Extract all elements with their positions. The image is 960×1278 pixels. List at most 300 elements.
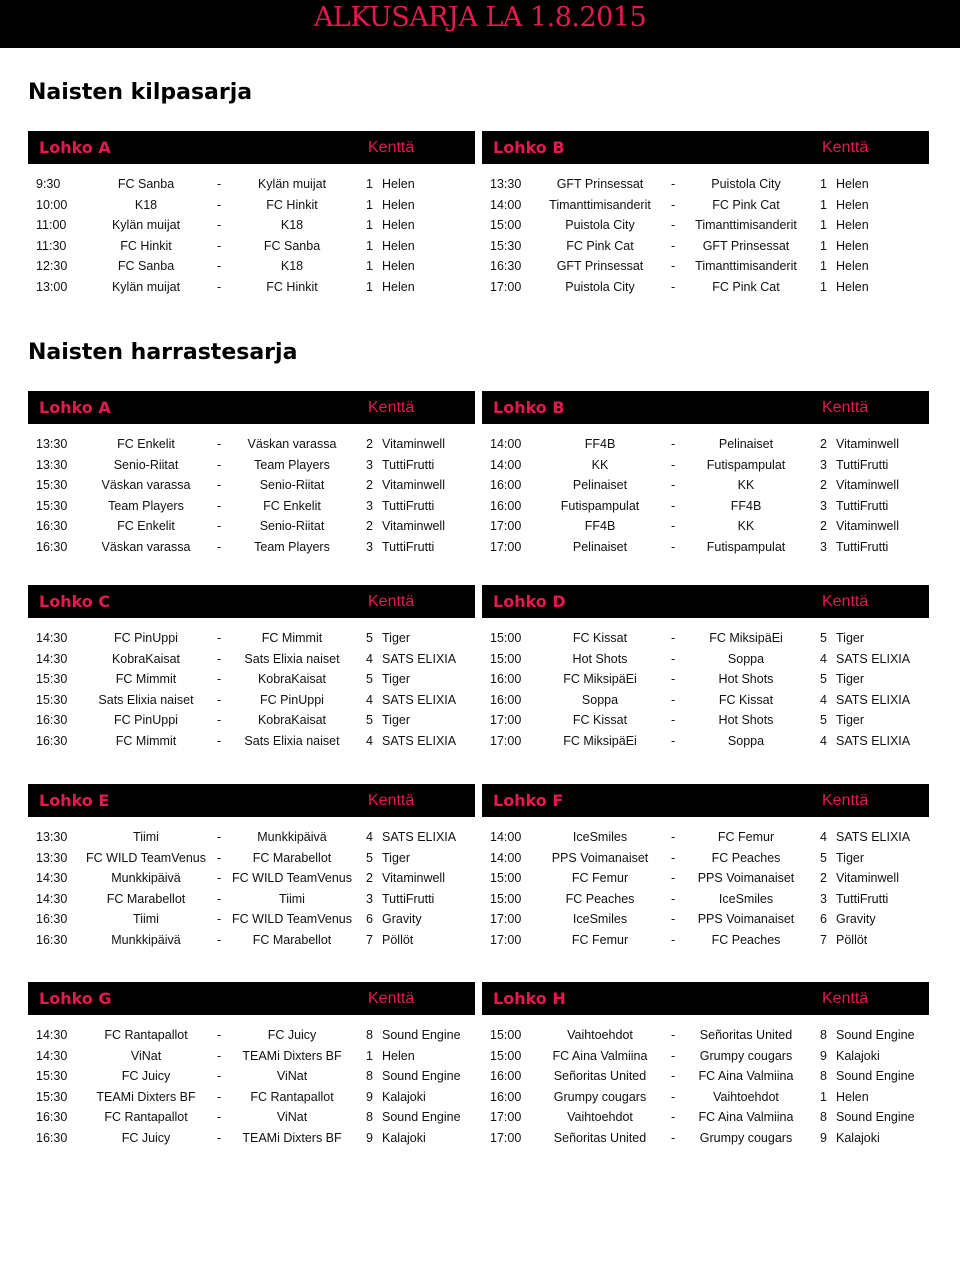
field-name: Vitaminwell [382, 437, 445, 451]
field-number: 1 [820, 259, 827, 274]
group-header [482, 585, 929, 618]
home-team: PPS Voimanaiset [551, 850, 649, 865]
field-name: TuttiFrutti [382, 891, 435, 906]
group-header [482, 391, 929, 424]
away-team: K18 [280, 259, 304, 274]
group-lohko-f [482, 784, 929, 951]
match-time: 17:00 [490, 1130, 522, 1145]
home-team: Grumpy cougars [553, 1089, 647, 1104]
field-number: 1 [820, 218, 827, 233]
home-team: Futispampulat [560, 498, 640, 513]
match-time: 14:30 [36, 891, 68, 906]
group-lohko-e [28, 784, 475, 951]
match-row [28, 889, 475, 910]
home-team: FC Kissat [572, 631, 628, 645]
field-number: 7 [366, 932, 373, 947]
vs-separator: - [671, 651, 676, 666]
field-name: Sound Engine [836, 1110, 915, 1125]
field-number: 2 [366, 519, 373, 534]
match-row [28, 455, 475, 476]
field-number: 8 [366, 1069, 373, 1084]
field-name: Helen [836, 177, 869, 191]
home-team: K18 [134, 197, 158, 212]
home-team: Väskan varassa [101, 478, 191, 493]
home-team: Timanttimisanderit [549, 197, 651, 212]
field-name: Tiger [836, 672, 865, 687]
field-name: Pöllöt [382, 932, 414, 947]
field-column-label: Kenttä [822, 399, 869, 416]
field-number: 1 [820, 279, 827, 294]
away-team: TEAMi Dixters BF [242, 1048, 342, 1063]
group-lohko-a [28, 131, 475, 298]
vs-separator: - [671, 478, 676, 493]
away-team: GFT Prinsessat [702, 238, 790, 253]
match-time: 17:00 [490, 519, 522, 534]
match-time: 13:30 [36, 830, 68, 844]
field-number: 5 [820, 713, 827, 728]
match-row [482, 277, 929, 298]
field-number: 5 [366, 850, 373, 865]
group-header [482, 784, 929, 817]
match-row [28, 1046, 475, 1067]
match-list [28, 434, 475, 558]
match-time: 14:00 [490, 830, 522, 844]
field-number: 4 [820, 733, 827, 748]
match-row [28, 434, 475, 455]
match-time: 16:30 [36, 1110, 68, 1125]
field-name: TuttiFrutti [836, 498, 889, 513]
away-team: FC Kissat [718, 692, 774, 707]
field-name: Gravity [836, 912, 876, 927]
field-name: Helen [382, 177, 415, 191]
field-name: Helen [836, 279, 869, 294]
match-row [482, 731, 929, 752]
vs-separator: - [217, 912, 222, 927]
away-team: TEAMi Dixters BF [242, 1130, 342, 1145]
field-number: 2 [820, 478, 827, 493]
match-row [28, 827, 475, 848]
vs-separator: - [217, 218, 222, 233]
match-time: 14:30 [36, 871, 68, 886]
home-team: FC Femur [571, 871, 629, 886]
away-team: FC Aina Valmiina [698, 1069, 794, 1084]
vs-separator: - [217, 692, 222, 707]
field-number: 8 [820, 1069, 827, 1084]
field-name: Sound Engine [836, 1069, 915, 1084]
match-row [482, 516, 929, 537]
away-team: FC Mimmit [261, 631, 323, 645]
vs-separator: - [217, 238, 222, 253]
match-row [482, 537, 929, 558]
match-time: 14:00 [490, 197, 522, 212]
group-header [482, 131, 929, 164]
vs-separator: - [217, 830, 222, 844]
field-name: Helen [836, 1089, 869, 1104]
away-team: IceSmiles [718, 891, 774, 906]
field-name: SATS ELIXIA [836, 830, 911, 844]
field-name: SATS ELIXIA [382, 830, 457, 844]
home-team: FC Juicy [121, 1130, 171, 1145]
away-team: K18 [280, 218, 304, 233]
match-row [28, 649, 475, 670]
match-row [482, 930, 929, 951]
match-row [482, 628, 929, 649]
home-team: FC Rantapallot [104, 1028, 188, 1042]
field-column-label: Kenttä [822, 139, 869, 156]
away-team: PPS Voimanaiset [697, 871, 795, 886]
section-title-harrastesarja: Naisten harrastesarja [28, 340, 298, 365]
vs-separator: - [671, 457, 676, 472]
group-lohko-a [28, 391, 475, 558]
home-team: FC Hinkit [120, 238, 172, 253]
field-name: SATS ELIXIA [382, 733, 457, 748]
field-number: 9 [820, 1048, 827, 1063]
match-time: 14:30 [36, 651, 68, 666]
home-team: TEAMi Dixters BF [96, 1089, 196, 1104]
vs-separator: - [217, 891, 222, 906]
field-name: Vitaminwell [836, 437, 899, 451]
away-team: Team Players [254, 539, 330, 554]
away-team: FC Peaches [711, 932, 781, 947]
header-bar [0, 0, 960, 48]
field-name: Tiger [836, 631, 865, 645]
field-number: 1 [366, 238, 373, 253]
match-time: 14:30 [36, 1048, 68, 1063]
vs-separator: - [671, 1110, 676, 1125]
field-name: SATS ELIXIA [836, 733, 911, 748]
away-team: FC Juicy [267, 1028, 317, 1042]
field-number: 5 [820, 672, 827, 687]
match-row [482, 195, 929, 216]
match-time: 14:30 [36, 1028, 68, 1042]
match-row [482, 1025, 929, 1046]
field-number: 1 [820, 197, 827, 212]
field-name: Vitaminwell [836, 478, 899, 493]
vs-separator: - [217, 1069, 222, 1084]
home-team: FC Mimmit [115, 672, 177, 687]
group-lohko-d [482, 585, 929, 752]
field-name: TuttiFrutti [836, 891, 889, 906]
field-name: Kalajoki [836, 1130, 880, 1145]
field-number: 7 [820, 932, 827, 947]
vs-separator: - [671, 871, 676, 886]
vs-separator: - [217, 733, 222, 748]
vs-separator: - [217, 259, 222, 274]
home-team: FC MiksipäEi [563, 672, 637, 687]
home-team: FC Enkelit [117, 519, 175, 534]
vs-separator: - [671, 539, 676, 554]
match-row [28, 731, 475, 752]
match-row [482, 455, 929, 476]
home-team: IceSmiles [572, 912, 628, 927]
away-team: ViNat [276, 1110, 308, 1125]
match-row [28, 516, 475, 537]
match-time: 17:00 [490, 932, 522, 947]
home-team: Team Players [108, 498, 184, 513]
vs-separator: - [671, 1130, 676, 1145]
home-team: Kylän muijat [111, 279, 181, 294]
vs-separator: - [217, 1028, 222, 1042]
match-row [28, 475, 475, 496]
vs-separator: - [217, 519, 222, 534]
match-time: 13:00 [36, 279, 68, 294]
away-team: FC Marabellot [252, 932, 332, 947]
field-name: Helen [382, 279, 415, 294]
match-row [482, 1087, 929, 1108]
field-number: 2 [366, 437, 373, 451]
match-time: 14:00 [490, 850, 522, 865]
vs-separator: - [671, 830, 676, 844]
group-name: Lohko C [39, 592, 111, 611]
away-team: FC WILD TeamVenus [232, 871, 352, 886]
home-team: FC Juicy [121, 1069, 171, 1084]
away-team: Grumpy cougars [699, 1130, 793, 1145]
match-list [482, 827, 929, 951]
vs-separator: - [671, 692, 676, 707]
away-team: FC Pink Cat [712, 279, 780, 294]
away-team: Grumpy cougars [699, 1048, 793, 1063]
home-team: Vaihtoehdot [567, 1028, 633, 1042]
field-number: 4 [366, 651, 373, 666]
field-number: 1 [820, 1089, 827, 1104]
away-team: FC Enkelit [263, 498, 321, 513]
match-time: 15:30 [490, 238, 522, 253]
away-team: FC WILD TeamVenus [232, 912, 352, 927]
away-team: KK [737, 519, 755, 534]
away-team: FC Rantapallot [250, 1089, 334, 1104]
away-team: FC Hinkit [266, 197, 318, 212]
match-time: 16:00 [490, 672, 522, 687]
field-name: Pöllöt [836, 932, 868, 947]
field-name: Helen [836, 197, 869, 212]
match-row [28, 1066, 475, 1087]
vs-separator: - [671, 177, 676, 191]
match-row [28, 710, 475, 731]
match-row [28, 195, 475, 216]
group-lohko-h [482, 982, 929, 1149]
away-team: Väskan varassa [247, 437, 337, 451]
away-team: KobraKaisat [257, 713, 327, 728]
field-number: 1 [366, 1048, 373, 1063]
match-list [482, 1025, 929, 1149]
match-row [482, 1107, 929, 1128]
match-time: 16:30 [36, 912, 68, 927]
match-time: 15:30 [36, 1089, 68, 1104]
vs-separator: - [217, 177, 222, 191]
vs-separator: - [671, 713, 676, 728]
home-team: FC PinUppi [114, 713, 178, 728]
group-lohko-b [482, 131, 929, 298]
match-time: 16:00 [490, 1069, 522, 1084]
match-row [482, 868, 929, 889]
away-team: PPS Voimanaiset [697, 912, 795, 927]
away-team: FF4B [730, 498, 762, 513]
home-team: FC PinUppi [114, 631, 178, 645]
field-number: 5 [820, 850, 827, 865]
home-team: Vaihtoehdot [567, 1110, 633, 1125]
match-time: 13:30 [36, 850, 68, 865]
match-list [28, 174, 475, 298]
group-name: Lohko H [493, 989, 566, 1008]
field-name: Tiger [382, 713, 411, 728]
group-name: Lohko A [39, 138, 111, 157]
home-team: Señoritas United [553, 1069, 647, 1084]
home-team: FC Pink Cat [566, 238, 634, 253]
vs-separator: - [671, 733, 676, 748]
match-time: 11:30 [36, 238, 67, 253]
vs-separator: - [217, 713, 222, 728]
field-number: 2 [366, 478, 373, 493]
away-team: ViNat [276, 1069, 308, 1084]
field-number: 8 [366, 1110, 373, 1125]
match-row [482, 909, 929, 930]
home-team: FC Aina Valmiina [552, 1048, 648, 1063]
field-column-label: Kenttä [822, 792, 869, 809]
match-row [28, 1087, 475, 1108]
field-name: Gravity [382, 912, 422, 927]
field-number: 1 [820, 177, 827, 191]
field-number: 1 [366, 218, 373, 233]
match-time: 16:00 [490, 478, 522, 493]
group-header [28, 391, 475, 424]
match-time: 15:00 [490, 1048, 522, 1063]
away-team: FC Marabellot [252, 850, 332, 865]
vs-separator: - [671, 1089, 676, 1104]
field-number: 2 [820, 437, 827, 451]
field-number: 4 [366, 733, 373, 748]
vs-separator: - [217, 871, 222, 886]
match-row [482, 475, 929, 496]
match-row [28, 256, 475, 277]
home-team: Sats Elixia naiset [98, 692, 194, 707]
group-header [28, 131, 475, 164]
away-team: Sats Elixia naiset [244, 651, 340, 666]
match-time: 13:30 [36, 457, 68, 472]
away-team: Senio-Riitat [259, 478, 325, 493]
group-lohko-c [28, 585, 475, 752]
field-number: 1 [366, 279, 373, 294]
home-team: Munkkipäivä [111, 871, 181, 886]
match-list [28, 1025, 475, 1149]
match-time: 9:30 [36, 177, 61, 191]
away-team: Munkkipäivä [257, 830, 327, 844]
away-team: Timanttimisanderit [695, 218, 797, 233]
vs-separator: - [671, 850, 676, 865]
vs-separator: - [671, 932, 676, 947]
field-number: 3 [820, 457, 827, 472]
field-name: Helen [836, 238, 869, 253]
home-team: GFT Prinsessat [556, 177, 644, 191]
page-title: ALKUSARJA LA 1.8.2015 [313, 2, 647, 33]
match-time: 15:00 [490, 651, 522, 666]
field-number: 6 [366, 912, 373, 927]
home-team: Pelinaiset [572, 478, 628, 493]
match-row [482, 174, 929, 195]
field-name: Vitaminwell [382, 871, 445, 886]
vs-separator: - [671, 197, 676, 212]
field-number: 2 [820, 519, 827, 534]
field-number: 6 [820, 912, 827, 927]
field-name: SATS ELIXIA [836, 692, 911, 707]
away-team: Soppa [727, 733, 765, 748]
home-team: FC MiksipäEi [563, 733, 637, 748]
field-name: Helen [836, 259, 869, 274]
vs-separator: - [671, 1028, 676, 1042]
field-number: 8 [820, 1110, 827, 1125]
field-name: Tiger [382, 850, 411, 865]
away-team: FC Sanba [263, 238, 321, 253]
match-time: 16:30 [490, 259, 522, 274]
field-number: 2 [366, 871, 373, 886]
vs-separator: - [671, 259, 676, 274]
away-team: Soppa [727, 651, 765, 666]
field-name: TuttiFrutti [382, 539, 435, 554]
vs-separator: - [671, 437, 676, 451]
home-team: ViNat [130, 1048, 162, 1063]
away-team: Timanttimisanderit [695, 259, 797, 274]
away-team: FC Peaches [711, 850, 781, 865]
field-name: Kalajoki [382, 1089, 426, 1104]
field-name: Vitaminwell [836, 871, 899, 886]
vs-separator: - [217, 1048, 222, 1063]
vs-separator: - [217, 672, 222, 687]
vs-separator: - [671, 912, 676, 927]
match-list [28, 827, 475, 951]
match-row [482, 1128, 929, 1149]
match-time: 15:00 [490, 891, 522, 906]
home-team: Senio-Riitat [113, 457, 179, 472]
field-name: Vitaminwell [836, 519, 899, 534]
field-number: 9 [366, 1089, 373, 1104]
vs-separator: - [671, 519, 676, 534]
field-name: Helen [382, 218, 415, 233]
match-time: 15:30 [36, 478, 68, 493]
vs-separator: - [217, 197, 222, 212]
group-name: Lohko B [493, 398, 565, 417]
field-name: SATS ELIXIA [382, 651, 457, 666]
match-row [28, 277, 475, 298]
field-number: 8 [820, 1028, 827, 1042]
match-row [482, 215, 929, 236]
vs-separator: - [217, 850, 222, 865]
match-time: 14:00 [490, 437, 522, 451]
match-row [482, 236, 929, 257]
away-team: Vaihtoehdot [713, 1089, 779, 1104]
match-row [482, 827, 929, 848]
match-row [482, 710, 929, 731]
away-team: FC Pink Cat [712, 197, 780, 212]
vs-separator: - [217, 1110, 222, 1125]
match-row [28, 236, 475, 257]
away-team: FC MiksipäEi [709, 631, 783, 645]
match-time: 16:00 [490, 692, 522, 707]
match-row [28, 1128, 475, 1149]
away-team: Hot Shots [718, 713, 774, 728]
field-name: Tiger [382, 631, 411, 645]
home-team: Tiimi [133, 830, 159, 844]
home-team: IceSmiles [572, 830, 628, 844]
match-time: 15:30 [36, 672, 68, 687]
away-team: Pelinaiset [718, 437, 774, 451]
vs-separator: - [217, 457, 222, 472]
vs-separator: - [671, 1069, 676, 1084]
home-team: Señoritas United [553, 1130, 647, 1145]
home-team: FC Sanba [117, 259, 175, 274]
home-team: FC Enkelit [117, 437, 175, 451]
field-number: 5 [366, 631, 373, 645]
field-number: 5 [366, 672, 373, 687]
match-time: 14:00 [490, 457, 522, 472]
